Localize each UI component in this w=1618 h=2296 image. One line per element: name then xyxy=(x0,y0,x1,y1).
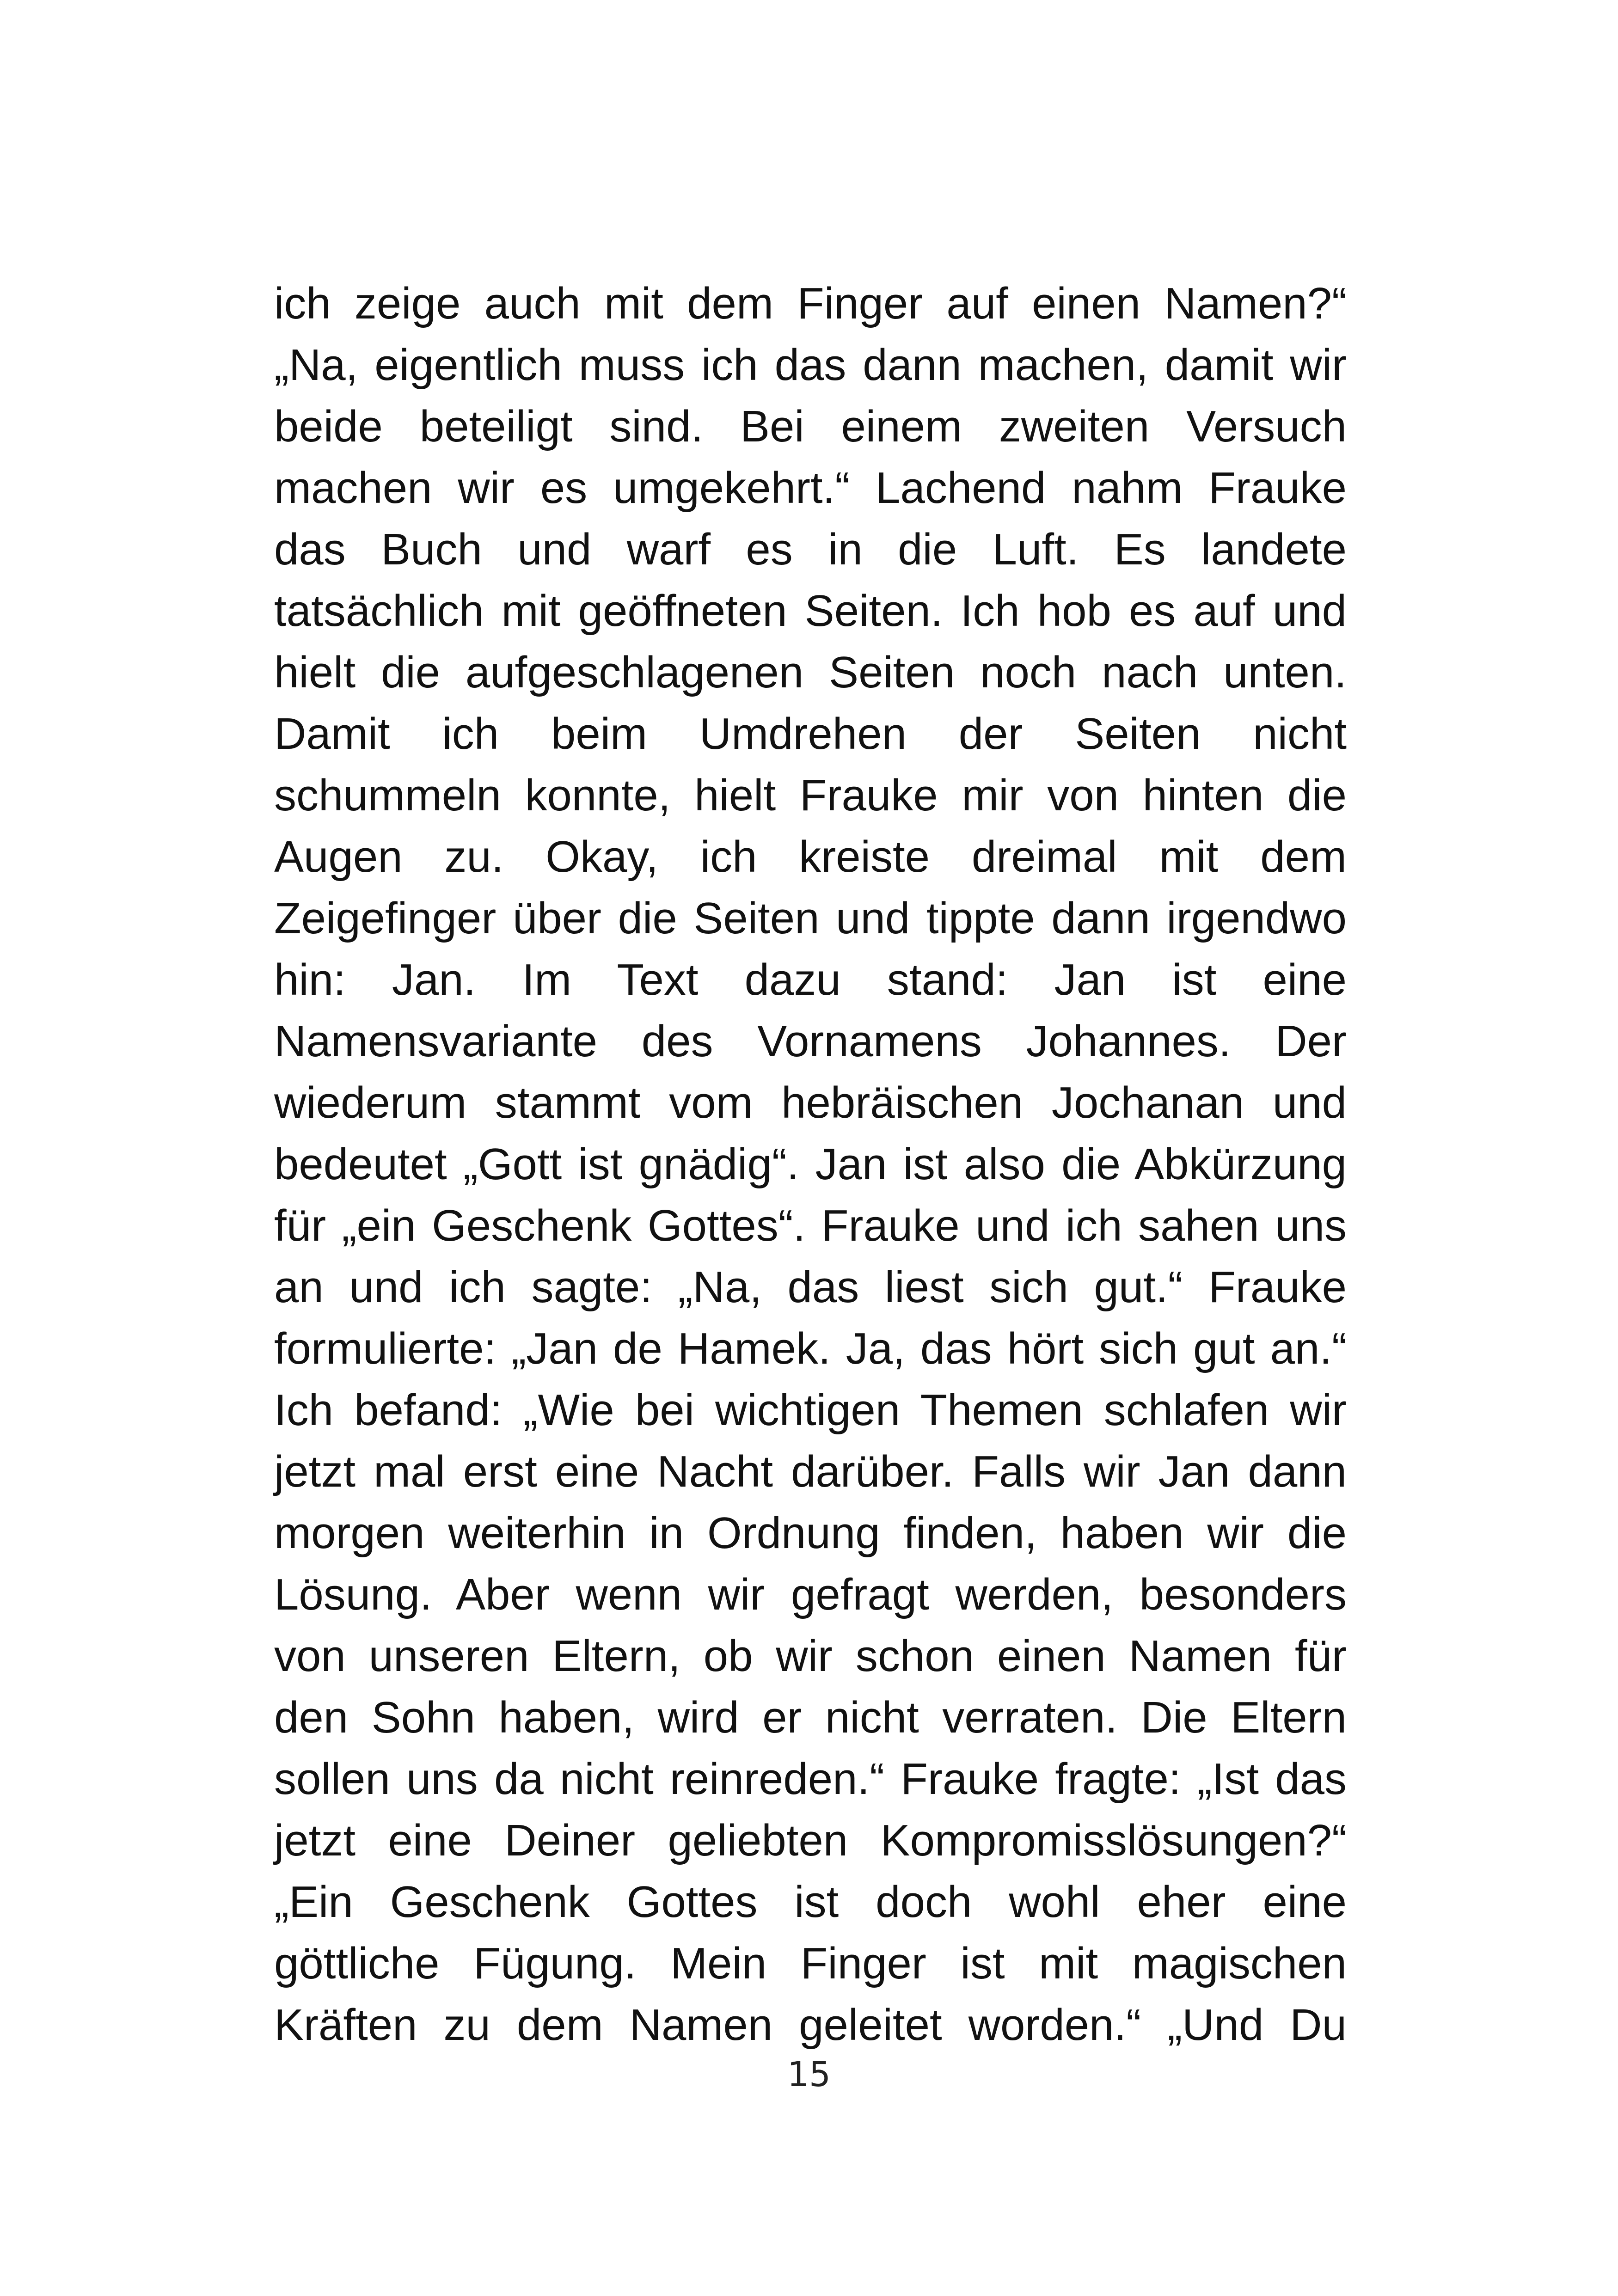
text-line: an und ich sagte: „Na, das liest sich gut.“ Frauke xyxy=(274,1262,1347,1312)
text-line: morgen weiterhin in Ordnung finden, haben wir die xyxy=(274,1508,1347,1558)
text-line: Damit ich beim Umdrehen der Seiten nicht xyxy=(274,709,1347,759)
text-line: jetzt mal erst eine Nacht darüber. Falls wir Jan dann xyxy=(274,1447,1347,1496)
text-line: schummeln konnte, hielt Frauke mir von hinten die xyxy=(274,771,1347,820)
text-line: hin: Jan. Im Text dazu stand: Jan ist eine xyxy=(274,955,1347,1004)
text-line: „Na, eigentlich muss ich das dann machen, damit wir xyxy=(274,340,1347,390)
page-number: 15 xyxy=(787,2055,831,2094)
text-line: „Ein Geschenk Gottes ist doch wohl eher eine xyxy=(274,1877,1347,1927)
text-line: Kräften zu dem Namen geleitet worden.“ „Und Du xyxy=(274,2000,1347,2050)
text-line: den Sohn haben, wird er nicht verraten. Die Eltern xyxy=(274,1693,1347,1742)
text-line: das Buch und warf es in die Luft. Es landete xyxy=(274,525,1347,574)
text-line: Lösung. Aber wenn wir gefragt werden, besonders xyxy=(274,1570,1347,1619)
text-line: sollen uns da nicht reinreden.“ Frauke fragte: „Ist das xyxy=(274,1754,1347,1804)
text-line: beide beteiligt sind. Bei einem zweiten Versuch xyxy=(274,402,1347,451)
text-line: bedeutet „Gott ist gnädig“. Jan ist also die Abkürzung xyxy=(274,1139,1347,1189)
text-line: Zeigefinger über die Seiten und tippte dann irgendwo xyxy=(274,894,1347,943)
text-line: göttliche Fügung. Mein Finger ist mit magischen xyxy=(274,1939,1347,1988)
text-line: von unseren Eltern, ob wir schon einen Namen für xyxy=(274,1631,1347,1681)
text-line: machen wir es umgekehrt.“ Lachend nahm Frauke xyxy=(274,463,1347,513)
text-line: jetzt eine Deiner geliebten Kompromisslösungen?“ xyxy=(274,1816,1347,1865)
text-line: ich zeige auch mit dem Finger auf einen Namen?“ xyxy=(274,279,1347,328)
text-line: Ich befand: „Wie bei wichtigen Themen schlafen wir xyxy=(274,1385,1347,1435)
text-line: wiederum stammt vom hebräischen Jochanan und xyxy=(274,1078,1347,1127)
text-line: Augen zu. Okay, ich kreiste dreimal mit dem xyxy=(274,832,1347,882)
text-line: formulierte: „Jan de Hamek. Ja, das hört sich gut an.“ xyxy=(274,1324,1347,1373)
text-line: hielt die aufgeschlagenen Seiten noch nach unten. xyxy=(274,648,1347,697)
text-line: tatsächlich mit geöffneten Seiten. Ich hob es auf und xyxy=(274,586,1347,636)
text-line: für „ein Geschenk Gottes“. Frauke und ich sahen uns xyxy=(274,1201,1347,1250)
text-line: Namensvariante des Vornamens Johannes. Der xyxy=(274,1016,1347,1066)
body-text xyxy=(274,273,1347,2056)
